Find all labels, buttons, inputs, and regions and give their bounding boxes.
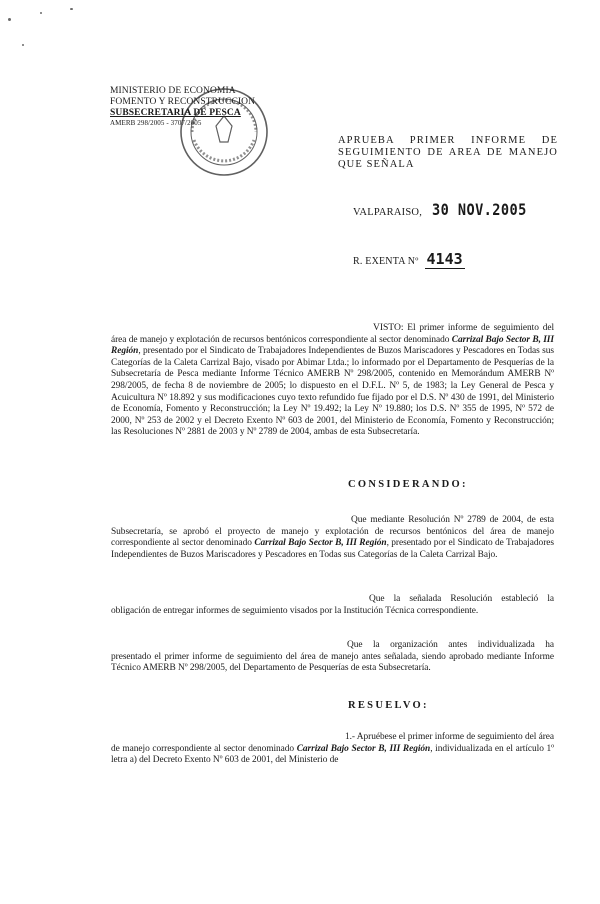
- considerando-text: Que mediante Resolución Nº 2789 de 2004, de esta Subsecretaría, se aprobó el proyecto de manejo y explotación de recursos bentónicos del área de manejo correspondiente al sector denominado: [111, 515, 554, 549]
- visto-text: El primer informe de seguimiento del área de manejo y explotación de recursos bentónicos correspondiente al sector denominado: [111, 323, 554, 345]
- exenta-number: 4143: [426, 250, 463, 268]
- place-label: VALPARAISO,: [353, 207, 423, 218]
- considerando-paragraph-1: [111, 515, 554, 561]
- scan-speck: [40, 12, 42, 14]
- considerando-paragraph-3: Que la organización antes individualizada ha presentado el primer informe de seguimiento del área de manejo antes señalada, siendo aprobado mediante Informe Técnico AMERB Nº 298/2005, del Departamento de Pesquerías de esta Subsecretaría.: [111, 640, 554, 674]
- visto-area: Carrizal Bajo Sector B, III Región: [111, 334, 555, 357]
- exenta-label: R. EXENTA Nº: [353, 256, 419, 267]
- visto-text: , presentado por el Sindicato de Trabajadores Independientes de Buzos Mariscadores y Pescadores en Todas sus Categorías de la Caleta Carrizal Bajo, visado por Abimar Ltda.; lo informado por el Departamento de Pesquerías de la Subsecretaría de Pesca mediante Informe Técnico AMERB Nº 298/2005, contenido en Memorándum AMERB Nº 298/2005, de fecha 8 de noviembre de 2005; lo dispuesto en el D.F.L. Nº 5, de 1983; la Ley General de Pesca y Acuicultura Nº 18.892 y sus modificaciones cuyo texto refundido fue fijado por el D.S. Nº 430 de 1991, del Ministerio de Economía, Fomento y Reconstrucción; la Ley Nº 19.492; la Ley Nº 19.880; los D.S. Nº 355 de 1995, Nº 572 de 2000, Nº 253 de 2002 y el Decreto Exento Nº 603 de 2001, del Ministerio de Economía, Fomento y Reconstrucción; las Resoluciones Nº 2881 de 2003 y Nº 2789 de 2004, ambas de esta Subsecretaría.: [111, 346, 554, 438]
- visto-lead: VISTO:: [373, 322, 404, 333]
- scan-speck: [70, 8, 73, 10]
- date-stamp: 30 NOV.2005: [432, 200, 527, 219]
- considerando-paragraph-2: Que la señalada Resolución estableció la obligación de entregar informes de seguimiento visados por la Institución Técnica correspondiente.: [111, 594, 554, 616]
- resolution-subject: APRUEBA PRIMER INFORME DE SEGUIMIENTO DE AREA DE MANEJO QUE SEÑALA: [338, 135, 558, 170]
- scan-speck: [22, 44, 24, 46]
- considerando-heading: CONSIDERANDO:: [348, 479, 468, 490]
- undersecretariat-line: SUBSECRETARIA DE PESCA: [110, 108, 241, 118]
- exenta-line: [353, 250, 465, 269]
- ministry-line: FOMENTO Y RECONSTRUCCION: [110, 97, 256, 107]
- considerando-text: , presentado por el Sindicato de Trabajadores Independientes de Buzos Mariscadores y Pescadores en Todas sus Categorías de la Caleta Carrizal Bajo.: [111, 538, 554, 560]
- resuelvo-paragraph-1: [111, 732, 554, 767]
- official-seal: [178, 86, 270, 178]
- place-and-date: [353, 200, 573, 220]
- resuelvo-text: 1.- Apruébese el primer informe de seguimiento del área de manejo correspondiente al sector denominado: [111, 732, 554, 754]
- scan-speck: [8, 18, 11, 21]
- ministry-line: MINISTERIO DE ECONOMIA: [110, 86, 236, 96]
- considerando-area: Carrizal Bajo Sector B, III Región: [254, 538, 387, 549]
- resuelvo-text: , individualizada en el artículo 1º letra a) del Decreto Exento Nº 603 de 2001, del Ministerio de: [111, 743, 554, 766]
- resuelvo-area: Carrizal Bajo Sector B, III Región: [296, 743, 431, 754]
- reference-line: AMERB 298/2005 - 3707/2005: [110, 119, 202, 127]
- visto-paragraph: [111, 322, 554, 439]
- resuelvo-heading: RESUELVO:: [348, 700, 429, 711]
